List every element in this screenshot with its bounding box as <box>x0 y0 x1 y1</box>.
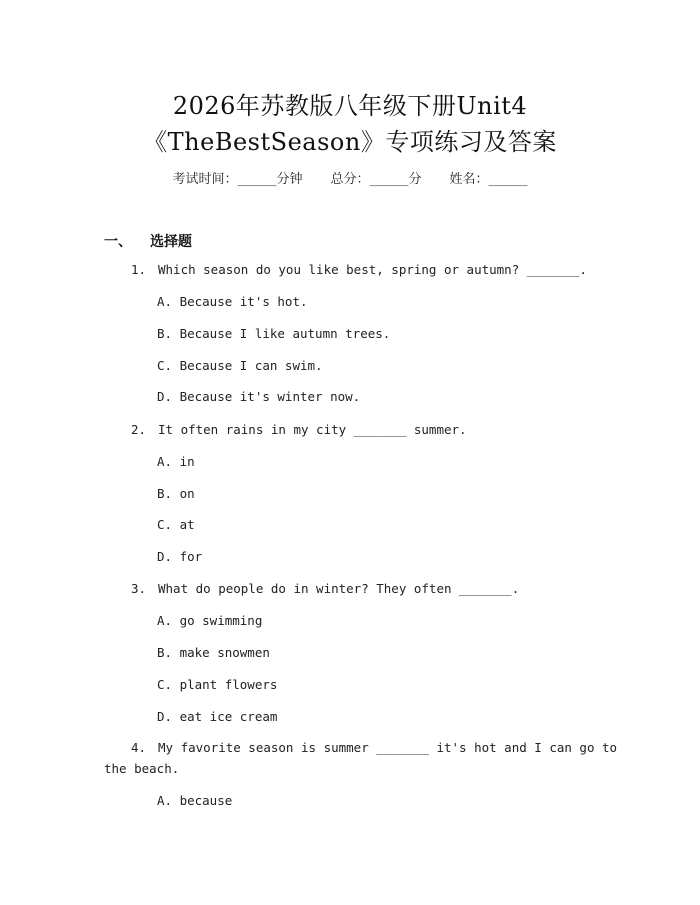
question-2-option-b: B. on <box>157 486 195 501</box>
exam-meta <box>0 168 700 187</box>
question-4-option-a: A. because <box>157 793 233 808</box>
question-text: What do people do in winter? They often _______. <box>158 581 520 596</box>
question-3-option-b: B. make snowmen <box>157 645 270 660</box>
question-1-option-d: D. Because it's winter now. <box>157 389 361 404</box>
question-3 <box>131 581 519 596</box>
question-3-option-c: C. plant flowers <box>157 677 278 692</box>
question-number: 4. <box>131 740 147 755</box>
question-2-option-a: A. in <box>157 454 195 469</box>
question-text: It often rains in my city _______ summer. <box>158 422 467 437</box>
question-4-text-continued: the beach. <box>104 761 180 776</box>
question-1 <box>131 262 587 277</box>
section-number: 一、 <box>104 234 132 250</box>
question-number: 3. <box>131 581 147 596</box>
question-2 <box>131 422 467 437</box>
question-3-option-d: D. eat ice cream <box>157 709 278 724</box>
question-text: My favorite season is summer _______ it's hot and I can go to <box>158 740 618 755</box>
student-name-field: 姓名：______ <box>449 172 528 187</box>
question-4 <box>131 740 617 755</box>
question-number: 2. <box>131 422 147 437</box>
question-number: 1. <box>131 262 147 277</box>
total-score-field: 总分：______分 <box>330 172 422 187</box>
question-1-option-c: C. Because I can swim. <box>157 358 323 373</box>
question-1-option-a: A. Because it's hot. <box>157 294 308 309</box>
exam-time-field: 考试时间：______分钟 <box>172 172 303 187</box>
section-label: 选择题 <box>150 234 192 250</box>
question-1-option-b: B. Because I like autumn trees. <box>157 326 391 341</box>
section-heading <box>104 231 192 251</box>
question-3-option-a: A. go swimming <box>157 613 263 628</box>
document-title-line-1: 2026年苏教版八年级下册Unit4 <box>172 92 528 120</box>
question-2-option-d: D. for <box>157 549 203 564</box>
document-title-line-2: 《TheBestSeason》专项练习及答案 <box>143 128 557 156</box>
question-text: Which season do you like best, spring or autumn? _______. <box>158 262 587 277</box>
question-2-option-c: C. at <box>157 517 195 532</box>
